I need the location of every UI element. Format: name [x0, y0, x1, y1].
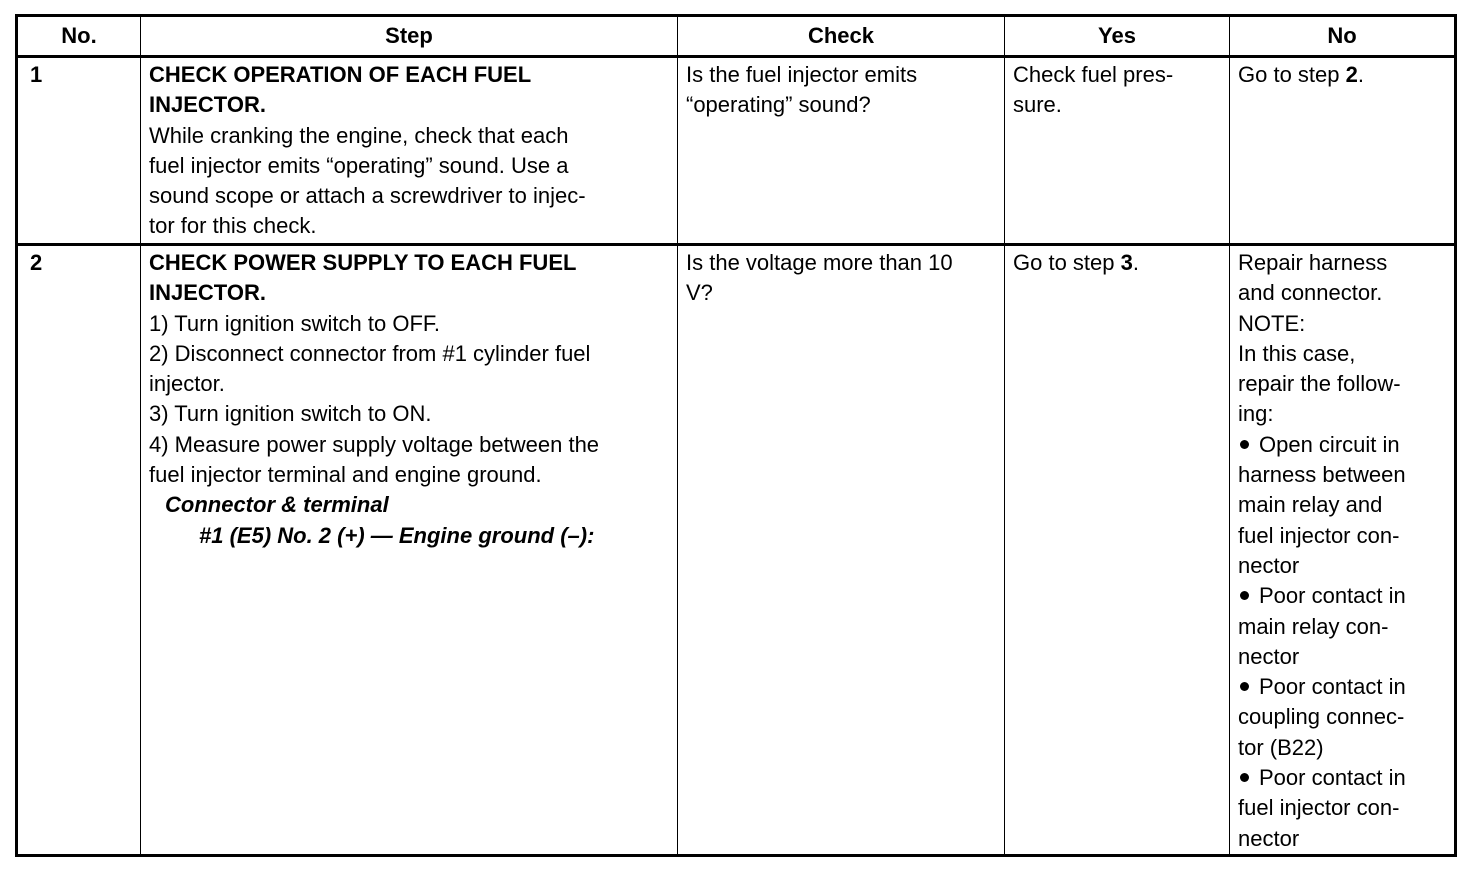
- step-text-line: While cranking the engine, check that each: [149, 122, 569, 148]
- step-text-line: sound scope or attach a screwdriver to injec-: [149, 183, 586, 209]
- check-cell: [678, 57, 1005, 245]
- bullet-icon: [1240, 440, 1249, 449]
- no-goto-suffix: .: [1357, 62, 1364, 87]
- step-text-line: 3) Turn ignition switch to ON.: [149, 401, 432, 427]
- check-cell: [678, 245, 1005, 856]
- step-text-line: 4) Measure power supply voltage between the: [149, 431, 600, 457]
- no-text-line: repair the follow-: [1238, 371, 1401, 397]
- header-step: Step: [141, 16, 678, 57]
- bullet-icon: [1240, 682, 1249, 691]
- no-text-line: and connector.: [1238, 280, 1383, 306]
- diagnostic-table: [15, 14, 1457, 857]
- header-check: Check: [678, 16, 1005, 57]
- no-text-line: ing:: [1238, 401, 1274, 427]
- step-title: CHECK OPERATION OF EACH FUEL: [149, 62, 532, 87]
- bullet-text-line: fuel injector con-: [1238, 522, 1400, 548]
- table-row: [17, 57, 1456, 245]
- bullet-line: [1238, 763, 1446, 793]
- yes-goto-step: 3: [1120, 250, 1133, 275]
- no-text-line: Repair harness: [1238, 250, 1388, 275]
- yes-cell: [1005, 57, 1230, 245]
- header-yes: Yes: [1005, 16, 1230, 57]
- bullet-line: [1238, 581, 1446, 611]
- connector-value: #1 (E5) No. 2 (+) — Engine ground (–):: [199, 522, 595, 548]
- header-row: [17, 16, 1456, 57]
- step-text-line: 2) Disconnect connector from #1 cylinder fuel: [149, 340, 591, 366]
- no-goto-step: 2: [1345, 62, 1358, 87]
- table-row: [17, 245, 1456, 856]
- no-cell: [1230, 245, 1456, 856]
- connector-title: Connector & terminal: [165, 492, 389, 518]
- no-cell: [1230, 57, 1456, 245]
- check-text-line: V?: [686, 280, 713, 306]
- no-text-line: [1238, 60, 1446, 90]
- check-text-line: “operating” sound?: [686, 92, 871, 118]
- bullet-text: Poor contact in: [1259, 765, 1406, 791]
- no-goto-prefix: Go to step: [1238, 62, 1346, 87]
- step-cell: [141, 245, 678, 856]
- yes-cell: [1005, 245, 1230, 856]
- bullet-text-line: main relay and: [1238, 492, 1383, 518]
- bullet-line: [1238, 672, 1446, 702]
- step-text-line: tor for this check.: [149, 213, 317, 239]
- step-text-line: injector.: [149, 371, 225, 397]
- bullet-text: Poor contact in: [1259, 674, 1406, 700]
- bullet-text-line: fuel injector con-: [1238, 795, 1400, 821]
- step-title: CHECK POWER SUPPLY TO EACH FUEL: [149, 250, 577, 275]
- bullet-text-line: nector: [1238, 552, 1300, 578]
- bullet-line: [1238, 430, 1446, 460]
- step-cell: [141, 57, 678, 245]
- bullet-text-line: tor (B22): [1238, 734, 1324, 760]
- yes-text-line: sure.: [1013, 92, 1062, 118]
- bullet-text-line: harness between: [1238, 462, 1406, 488]
- bullet-text-line: nector: [1238, 643, 1300, 669]
- step-title: INJECTOR.: [149, 280, 266, 306]
- bullet-text: Poor contact in: [1259, 583, 1406, 609]
- step-text-line: 1) Turn ignition switch to OFF.: [149, 310, 440, 336]
- row-number: 1: [17, 57, 141, 245]
- bullet-icon: [1240, 591, 1249, 600]
- header-no-result: No: [1230, 16, 1456, 57]
- bullet-text-line: nector: [1238, 825, 1300, 851]
- row-number: 2: [17, 245, 141, 856]
- check-text-line: Is the fuel injector emits: [686, 62, 918, 87]
- yes-text-line: Check fuel pres-: [1013, 62, 1174, 87]
- check-text-line: Is the voltage more than 10: [686, 250, 953, 275]
- bullet-text-line: main relay con-: [1238, 613, 1389, 639]
- step-text-line: fuel injector terminal and engine ground.: [149, 462, 542, 488]
- header-no: No.: [17, 16, 141, 57]
- step-title: INJECTOR.: [149, 92, 266, 118]
- bullet-text-line: coupling connec-: [1238, 704, 1405, 730]
- no-text-line: NOTE:: [1238, 310, 1306, 336]
- bullet-icon: [1240, 773, 1249, 782]
- step-text-line: fuel injector emits “operating” sound. Use a: [149, 152, 569, 178]
- yes-goto-prefix: Go to step: [1013, 250, 1121, 275]
- yes-goto-suffix: .: [1132, 250, 1139, 275]
- bullet-text: Open circuit in: [1259, 431, 1400, 457]
- no-text-line: In this case,: [1238, 340, 1356, 366]
- yes-text-line: [1013, 248, 1221, 278]
